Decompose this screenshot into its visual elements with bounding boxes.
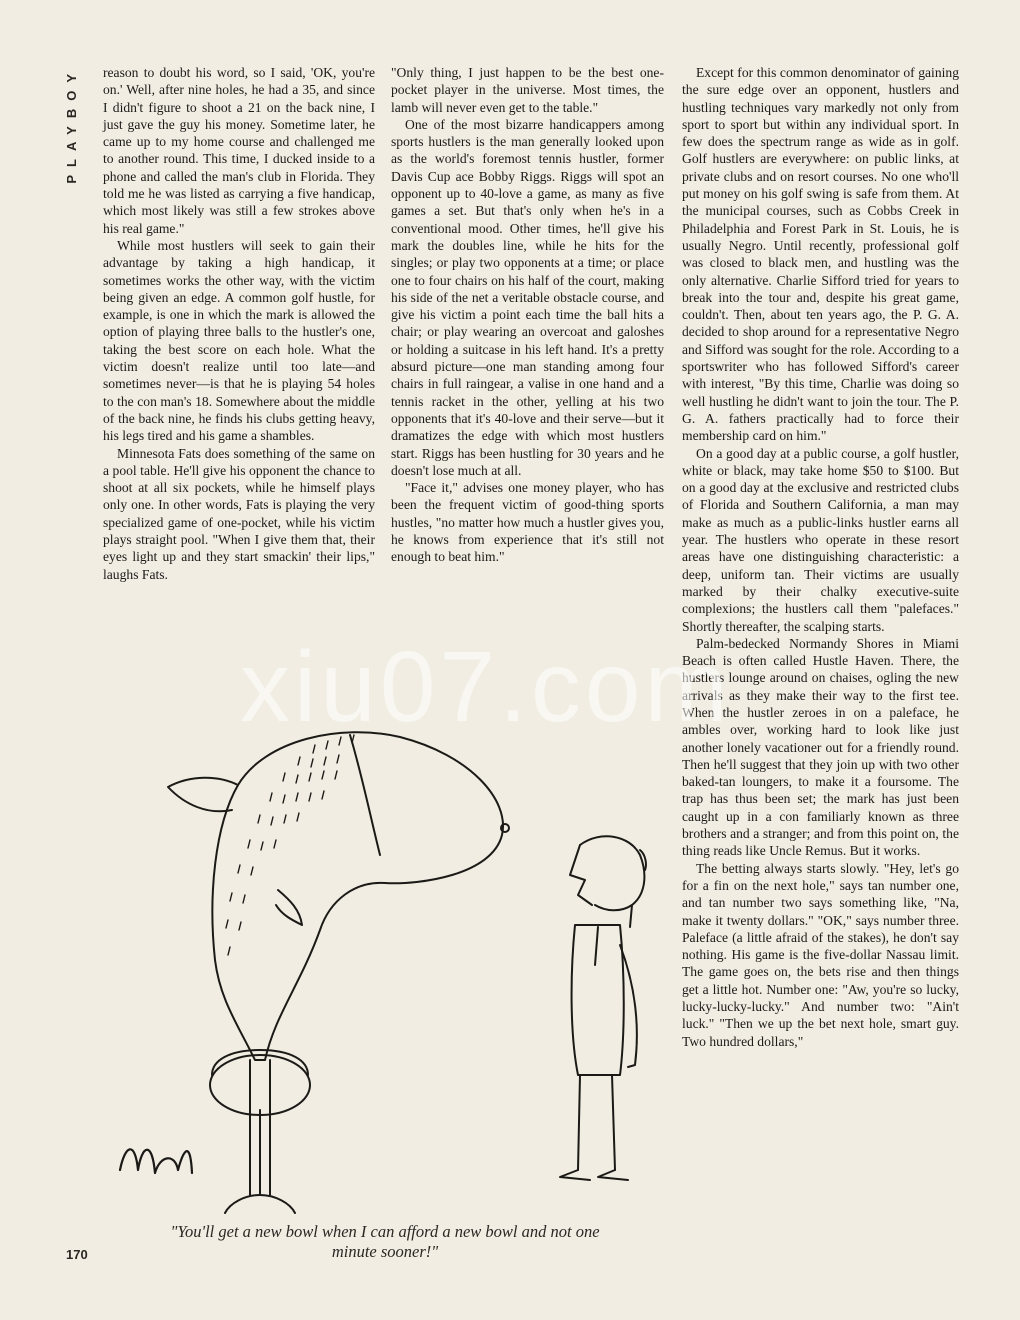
watermark: xiu07.com xyxy=(240,631,732,743)
fish-drawing xyxy=(168,732,509,1060)
paragraph: reason to doubt his word, so I said, 'OK, you're on.' Well, after nine holes, he had a 35, and since I didn't figure to shoot a 21 on the back nine, I just gave the guy his money. Sometime later, he came up to my home course and challenged me to another round. This time, I ducked inside to a phone and called the man's club in Florida. They told me he was listed as carrying a five handicap, which most likely was still a few strokes above his real game." xyxy=(103,65,375,236)
paragraph: "Only thing, I just happen to be the best one-pocket player in the universe. Most times, the lamb will never even get to the table." xyxy=(391,65,664,115)
cartoon-caption: "You'll get a new bowl when I can afford a new bowl and not one minute sooner!" xyxy=(170,1222,600,1261)
paragraph: The betting always starts slowly. "Hey, let's go for a fin on the next hole," says tan number one, and tan number two says something like, "Na, make it twenty dollars." "OK," says number three. Paleface (a little afraid of the stakes), he don't say nothing. His game is the five-dollar Nassau limit. The game goes on, the bets rise and then things get a little hot. Number one: "Aw, you're so lucky, lucky-lucky-lucky." And number two: "Ain't luck." "Then we up the bet next hole, smart guy. Two hundred dollars," xyxy=(682,860,959,1049)
page-number: 170 xyxy=(66,1247,88,1262)
fish-scales xyxy=(226,735,354,955)
paragraph: Palm-bedecked Normandy Shores in Miami Beach is often called Hustle Haven. There, the hustlers lounge around on chaises, ogling the new arrivals as they make their way to the first tee. When the hustler zeroes in on a paleface, he ambles over, working hard to look like just another lonely vacationer out for a friendly round. Then he'll suggest that they join up with two other baked-tan loungers, to make it a foursome. The trap has thus been set; the mark has just been caught up in a con familiarly known as three brothers and a stranger; and from this point on, the thing reads like Uncle Remus. But it works. xyxy=(682,635,959,859)
paragraph: On a good day at a public course, a golf hustler, white or black, may take home $50 to $100. But on a good day at the exclusive and restricted clubs of Florida and Southern California, a man may make as much as a public-links hustler earns all year. The hustlers who operate in these resort areas have one distinguishing characteristic: a deep, uniform tan. Their victims are usually marked by their chalky executive-suite complexions; the hustlers call them "palefaces." Shortly thereafter, the scalping starts. xyxy=(682,445,959,634)
paragraph: While most hustlers will seek to gain their advantage by taking a high handicap, it sometimes works the other way, with the victim being given an edge. A common golf hustle, for example, is one in which the mark is allowed the option of playing three balls to the hustler's one, taking the best score on each hole. What the victim doesn't realize until too late—and sometimes never—is that he is playing 54 holes to the con man's 18. Somewhere about the middle of the back nine, he finds his clubs getting heavy, his legs tired and his game a shambles. xyxy=(103,237,375,444)
paragraph: One of the most bizarre handicappers among sports hustlers is the man generally looked upon as the world's foremost tennis hustler, former Davis Cup ace Bobby Riggs. Riggs will spot an opponent up to 40-love a game, as many as five games a set. But that's only when he's in a conventional mood. Other times, he'll give his mark the doubles line, while he hits for the singles; or play two opponents at a time; or place one to four chairs on his half of the court, making his side of the net a veritable obstacle course, and give his victim a point each time the ball hits a chair; or play wearing an overcoat and galoshes or holding a suitcase in his left hand. It's a pretty absurd picture—one man standing among four chairs in full raingear, a valise in one hand and a tennis racket in the other, yelling at his two opponents that it's 40-love and their serve—but it dramatizes the edge with which most hustlers start. Riggs has been hustling for 30 years and he doesn't lose much at all. xyxy=(391,116,664,478)
fishbowl-drawing xyxy=(210,1050,310,1213)
paragraph: "Face it," advises one money player, who has been the frequent victim of good-thing sports hustles, "no matter how much a hustler gives you, he knows from experience that it's still not enough to beat him." xyxy=(391,480,664,565)
paragraph: Except for this common denominator of gaining the sure edge over an opponent, hustlers and hustling techniques vary markedly not only from sport to sport but within any individual sport. In few does the spectrum range as wide as in golf. Golf hustlers are everywhere: on public links, at private clubs and on resort courses. No one who'll put money on his golf swing is safe from them. At the municipal courses, such as Cobbs Creek in Philadelphia and Forest Park in St. Louis, he is usually Negro. Until recently, professional golf was closed to black men, and hustling was the only alternative. Charlie Sifford tried for years to break into the tour and, despite his great game, couldn't. Then, about ten years ago, the P. G. A. decided to shop around for a representative Negro and Sifford was sought for the role. According to a sportswriter who has followed Sifford's career with interest, "By this time, Charlie was doing so well hustling he didn't want to join the tour. The P. G. A. fathers practically had to force their membership card on him." xyxy=(682,65,959,444)
signature-strokes xyxy=(120,1149,192,1173)
man-drawing xyxy=(560,836,646,1180)
paragraph: Minnesota Fats does something of the same on a pool table. He'll give his opponent the chance to shoot at all six pockets, while he himself plays only one. In other words, Fats is playing the very specialized game of one-pocket, while his victim plays straight pool. "When I give them that, their eyes light up and they start smackin' their lips," laughs Fats. xyxy=(103,445,375,582)
cartoon-illustration xyxy=(100,715,665,1215)
artist-signature: Mal xyxy=(140,1195,142,1196)
magazine-name-vertical: PLAYBOY xyxy=(64,66,79,184)
text-column-1 xyxy=(103,64,375,583)
text-column-3 xyxy=(682,64,959,1224)
text-column-2 xyxy=(391,64,664,566)
